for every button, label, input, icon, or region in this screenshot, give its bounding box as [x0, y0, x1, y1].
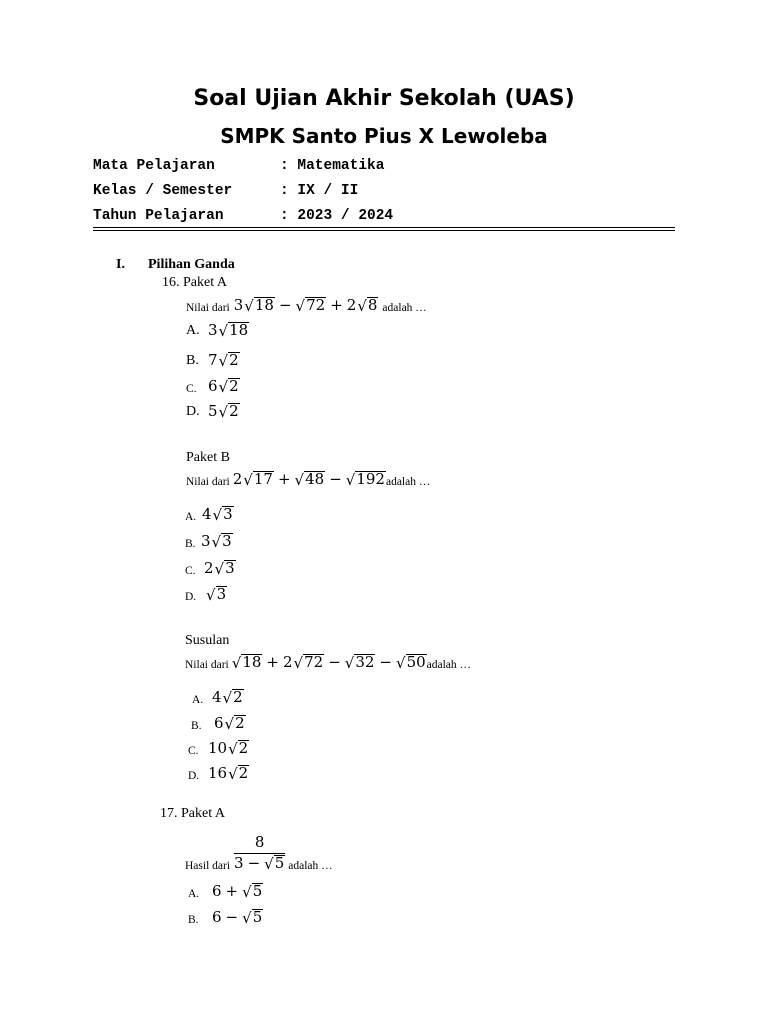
stem-suffix: adalah … [382, 302, 427, 314]
square-root: √ 8 [357, 296, 378, 315]
option-letter: C. [185, 565, 196, 577]
radicand: 2 [229, 402, 239, 421]
option-b[interactable] [185, 532, 233, 550]
square-root: √ 3 [214, 559, 235, 578]
radicand: 17 [253, 470, 273, 489]
operator: − [328, 653, 341, 671]
square-root: √ 2 [228, 739, 249, 758]
coefficient: 2 [282, 653, 293, 671]
operator: − [329, 470, 342, 488]
denominator-term: 3 [234, 853, 244, 872]
radicand: 2 [235, 714, 245, 733]
coefficient: 3 [208, 321, 218, 339]
stem-suffix: adalah … [288, 859, 333, 872]
radicand: 3 [223, 505, 233, 524]
meta-value-year: : 2023 / 2024 [280, 208, 394, 224]
question-16b-stem [186, 470, 430, 488]
document-title: Soal Ujian Akhir Sekolah (UAS) [193, 86, 575, 111]
radicand: 18 [229, 321, 249, 340]
option-d[interactable] [185, 586, 227, 603]
option-a[interactable] [185, 505, 234, 523]
question-17-stem [185, 834, 333, 872]
square-root: √ 2 [224, 714, 245, 733]
square-root: √ 5 [264, 853, 285, 873]
option-c[interactable] [188, 739, 249, 757]
square-root: √ 192 [345, 470, 385, 489]
square-root: √ 72 [295, 296, 326, 315]
square-root: √ 2 [228, 764, 249, 783]
math-expression [234, 296, 379, 314]
coefficient: 16 [208, 764, 228, 782]
radicand: 2 [233, 688, 243, 707]
option-letter: A. [185, 511, 197, 523]
fraction [234, 834, 285, 872]
radicand: 32 [355, 653, 375, 672]
option-letter: D. [186, 404, 200, 419]
option-letter: B. [191, 720, 202, 732]
question-16-heading: 16. Paket A [162, 275, 227, 290]
coefficient: 3 [201, 532, 211, 550]
radicand: 5 [252, 908, 263, 927]
operator: − [225, 908, 239, 926]
coefficient: 4 [202, 505, 212, 523]
susulan-heading: Susulan [185, 633, 230, 648]
stem-suffix: adalah … [385, 476, 431, 488]
header-rule-top [93, 227, 675, 228]
radicand: 50 [406, 653, 426, 672]
operator: − [278, 296, 292, 314]
square-root: √ 18 [231, 653, 262, 672]
operator: + [266, 653, 279, 671]
radicand: 5 [252, 882, 263, 901]
option-c[interactable] [185, 559, 236, 577]
radicand: 8 [367, 296, 378, 315]
radicand: 3 [216, 585, 227, 603]
operator: + [330, 296, 343, 314]
square-root: √ 2 [218, 351, 239, 370]
coefficient: 4 [212, 688, 222, 706]
radicand: 5 [274, 853, 285, 872]
square-root: √ 72 [293, 653, 324, 672]
radicand: 18 [254, 296, 274, 315]
square-root: √ 50 [396, 653, 426, 672]
math-expression [232, 653, 427, 671]
option-letter: B. [186, 353, 199, 368]
coefficient: 2 [232, 470, 243, 488]
square-root: √ 2 [218, 402, 239, 421]
option-a[interactable] [188, 882, 263, 900]
square-root: √ 2 [218, 377, 239, 396]
coefficient: 2 [204, 559, 214, 577]
option-letter: D. [185, 590, 197, 603]
square-root: √ 5 [242, 882, 263, 901]
radicand: 72 [306, 296, 326, 315]
option-d[interactable] [186, 402, 240, 420]
coefficient: 7 [208, 351, 218, 369]
radicand: 72 [304, 653, 324, 672]
square-root: √ 3 [211, 532, 232, 551]
square-root: √ 17 [243, 470, 273, 489]
option-b[interactable] [191, 714, 246, 732]
coefficient: 6 [214, 714, 224, 732]
square-root: √ 18 [218, 321, 249, 340]
square-root: √ 3 [206, 585, 227, 604]
stem-prefix: Hasil dari [185, 859, 231, 872]
question-16a-stem [186, 296, 427, 314]
radicand: 2 [238, 764, 249, 783]
radicand: 3 [222, 532, 232, 551]
option-letter: D. [188, 770, 200, 782]
section-title: Pilihan Ganda [148, 257, 235, 272]
operator: + [225, 882, 239, 900]
option-letter: B. [185, 538, 196, 550]
square-root: √ 3 [212, 505, 233, 524]
meta-value-subject: : Matematika [280, 158, 385, 174]
math-expression [233, 470, 386, 488]
numerator: 8 [254, 833, 265, 851]
coefficient: 2 [346, 296, 357, 314]
meta-label-class: Kelas / Semester [93, 183, 233, 199]
header-rule-bottom [93, 230, 675, 231]
option-letter: A. [186, 323, 200, 338]
option-letter: C. [188, 745, 199, 757]
option-letter: A. [192, 694, 204, 706]
radicand: 2 [238, 739, 249, 758]
square-root: √ 2 [222, 688, 243, 707]
stem-prefix: Nilai dari [186, 476, 230, 488]
question-17-heading: 17. Paket A [160, 806, 225, 821]
square-root: √ 48 [294, 470, 325, 489]
meta-label-year: Tahun Pelajaran [93, 208, 224, 224]
option-a[interactable] [186, 321, 249, 339]
radicand: 18 [242, 653, 262, 672]
meta-value-class: : IX / II [280, 183, 359, 199]
paket-b-heading: Paket B [186, 450, 230, 465]
operator: + [277, 470, 291, 488]
coefficient: 10 [208, 739, 228, 757]
option-b[interactable] [186, 351, 240, 369]
term: 6 [212, 908, 222, 926]
coefficient: 5 [208, 402, 218, 420]
term: 6 [212, 882, 222, 900]
stem-suffix: adalah … [426, 659, 472, 671]
radicand: 192 [356, 470, 385, 489]
option-d[interactable] [188, 764, 249, 782]
option-b[interactable] [188, 908, 263, 926]
option-c[interactable] [186, 377, 240, 395]
radicand: 48 [305, 470, 325, 489]
operator: − [379, 653, 392, 671]
square-root: √ 32 [344, 653, 375, 672]
option-letter: B. [188, 914, 199, 926]
operator: − [247, 853, 261, 872]
square-root: √ 5 [242, 908, 263, 927]
option-letter: C. [186, 383, 197, 395]
school-name: SMPK Santo Pius X Lewoleba [220, 124, 548, 148]
stem-prefix: Nilai dari [186, 302, 230, 314]
coefficient: 3 [233, 296, 244, 314]
radicand: 2 [229, 351, 239, 370]
question-16-susulan-stem [185, 653, 471, 671]
option-letter: A. [188, 888, 200, 900]
denominator [234, 854, 285, 872]
radicand: 3 [225, 559, 235, 578]
meta-label-subject: Mata Pelajaran [93, 158, 215, 174]
square-root: √ 18 [244, 296, 274, 315]
radicand: 2 [229, 377, 239, 396]
stem-prefix: Nilai dari [185, 659, 229, 671]
option-a[interactable] [192, 688, 244, 706]
coefficient: 6 [208, 377, 218, 395]
section-number: I. [116, 257, 125, 272]
